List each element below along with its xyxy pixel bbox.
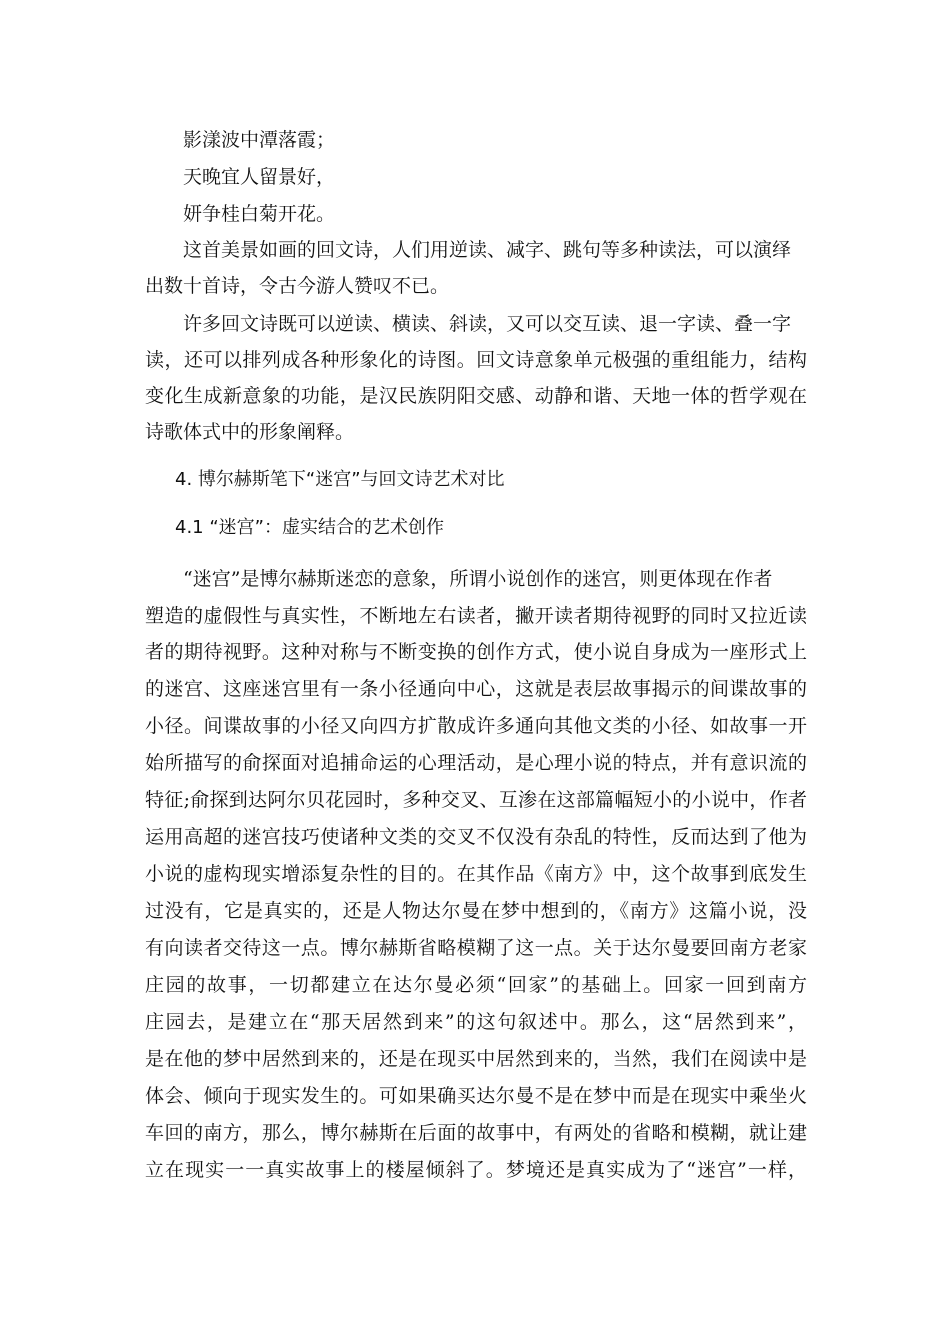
paragraph-line: 特征;俞探到达阿尔贝花园时，多种交叉、互渗在这部篇幅短小的小说中，作者 [145, 789, 807, 811]
subsection-heading: 4.1 “迷宫”：虚实结合的艺术创作 [175, 517, 444, 538]
paragraph-line: 庄园去，是建立在“那天居然到来”的这句叙述中。那么，这“居然到来”， [145, 1011, 807, 1033]
paragraph-line: 塑造的虚假性与真实性，不断地左右读者，撇开读者期待视野的同时又拉近读 [145, 605, 807, 627]
poem-line: 妍争桂白菊开花。 [183, 203, 336, 225]
paragraph-line: 始所描写的俞探面对追捕命运的心理活动，是心理小说的特点，并有意识流的 [145, 752, 807, 774]
paragraph-line: 的迷宫、这座迷宫里有一条小径通向中心，这就是表层故事揭示的间谍故事的 [145, 678, 807, 700]
paragraph-line: 者的期待视野。这种对称与不断变换的创作方式，使小说自身成为一座形式上 [145, 641, 807, 663]
paragraph-line: 变化生成新意象的功能，是汉民族阴阳交感、动静和谐、天地一体的哲学观在 [145, 385, 807, 407]
paragraph-line: 体会、倾向于现实发生的。可如果确买达尔曼不是在梦中而是在现实中乘坐火 [145, 1085, 807, 1107]
paragraph-line: 出数十首诗，令古今游人赞叹不已。 [145, 275, 450, 297]
paragraph-line: 车回的南方，那么，博尔赫斯在后面的故事中，有两处的省略和模糊，就让建 [145, 1122, 807, 1144]
paragraph-line: 这首美景如画的回文诗，人们用逆读、减字、跳句等多种读法，可以演绎 [183, 239, 792, 261]
paragraph-line: 小径。间谍故事的小径又向四方扩散成许多通向其他文类的小径、如故事一开 [145, 715, 807, 737]
paragraph-line: 庄园的故事，一切都建立在达尔曼必须“回家”的基础上。回家一回到南方 [145, 974, 807, 996]
paragraph-line: “迷宫”是博尔赫斯迷恋的意象，所谓小说创作的迷宫，则更体现在作者 [183, 568, 773, 590]
paragraph-line: 有向读者交待这一点。博尔赫斯省略模糊了这一点。关于达尔曼要回南方老家 [145, 937, 807, 959]
paragraph-line: 许多回文诗既可以逆读、横读、斜读，又可以交互读、退一字读、叠一字 [183, 313, 792, 335]
paragraph-line: 是在他的梦中居然到来的，还是在现买中居然到来的，当然，我们在阅读中是 [145, 1048, 807, 1070]
paragraph-line: 过没有，它是真实的，还是人物达尔曼在梦中想到的，《南方》这篇小说，没 [145, 900, 807, 922]
poem-line: 天晚宜人留景好， [183, 166, 336, 188]
paragraph-line: 读，还可以排列成各种形象化的诗图。回文诗意象单元极强的重组能力，结构 [145, 349, 807, 371]
paragraph-line: 立在现实一一真实故事上的楼屋倾斜了。梦境还是真实成为了“迷宫”一样， [145, 1159, 807, 1181]
paragraph-line: 运用高超的迷宫技巧使诸种文类的交叉不仅没有杂乱的特性，反而达到了他为 [145, 826, 807, 848]
poem-line: 影漾波中潭落霞； [183, 129, 336, 151]
section-heading: 4. 博尔赫斯笔下“迷宫”与回文诗艺术对比 [175, 469, 505, 490]
paragraph-line: 小说的虚构现实增添复杂性的目的。在其作品《南方》中，这个故事到底发生 [145, 863, 807, 885]
paragraph-line: 诗歌体式中的形象阐释。 [145, 421, 355, 443]
